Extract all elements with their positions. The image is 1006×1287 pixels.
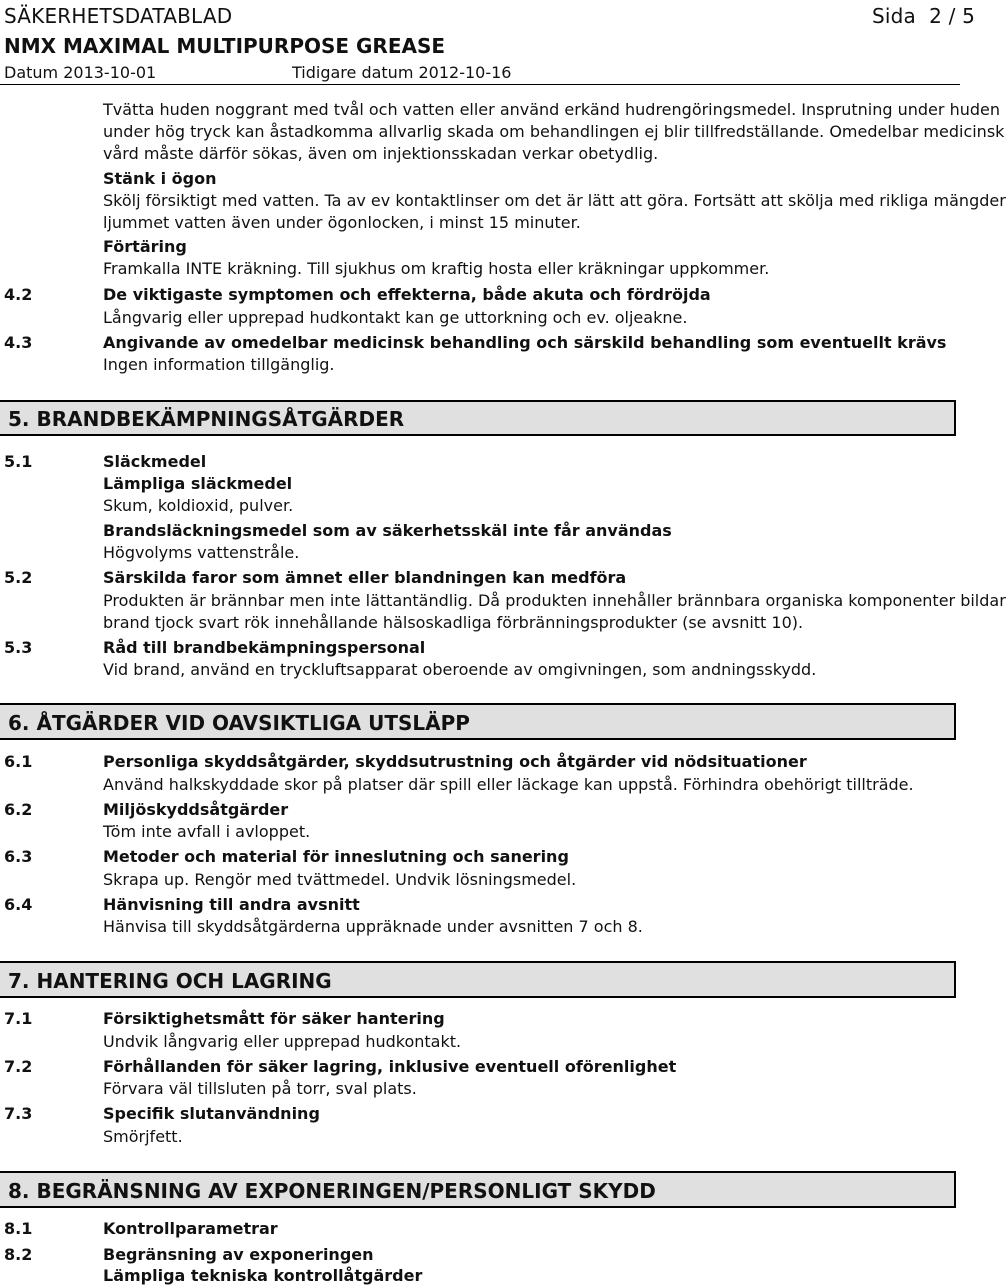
- section-5-header: [0, 400, 956, 436]
- section-6-1-text: Använd halkskyddade skor på platser där spill eller läckage kan uppstå. Förhindra obehörigt tillträde.: [103, 775, 914, 794]
- section-6-4-title: Hänvisning till andra avsnitt: [103, 895, 360, 914]
- section-5-3-number: 5.3: [4, 638, 33, 657]
- section-8-title: 8. BEGRÄNSNING AV EXPONERINGEN/PERSONLIGT SKYDD: [8, 1179, 656, 1203]
- section-6-header: [0, 703, 956, 740]
- page-value: 2 / 5: [929, 4, 976, 28]
- section-5-3-text: Vid brand, använd en tryckluftsapparat oberoende av omgivningen, som andningsskydd.: [103, 660, 817, 679]
- section-4-3-text: Ingen information tillgänglig.: [103, 355, 335, 374]
- unsuitable-extinguishing-text: Högvolyms vattenstråle.: [103, 543, 300, 562]
- section-4-3-number: 4.3: [4, 333, 33, 352]
- section-5-2-number: 5.2: [4, 568, 33, 587]
- skin-text-line-1: Tvätta huden noggrant med tvål och vatten eller använd erkänd hudrengöringsmedel. Insprutning under huden: [103, 100, 1000, 119]
- ingestion-heading: Förtäring: [103, 237, 187, 256]
- section-6-3-title: Metoder och material för inneslutning och sanering: [103, 847, 569, 866]
- section-6-3-text: Skrapa up. Rengör med tvättmedel. Undvik lösningsmedel.: [103, 870, 577, 889]
- section-7-2-number: 7.2: [4, 1057, 33, 1076]
- section-7-2-text: Förvara väl tillsluten på torr, sval plats.: [103, 1079, 417, 1098]
- section-7-title: 7. HANTERING OCH LAGRING: [8, 969, 332, 993]
- eye-text-line-1: Skölj försiktigt med vatten. Ta av ev kontaktlinser om det är lätt att göra. Fortsätt att skölja med rikliga mängder: [103, 191, 1006, 210]
- eye-heading: Stänk i ögon: [103, 169, 217, 188]
- section-8-2-number: 8.2: [4, 1245, 33, 1264]
- section-7-3-number: 7.3: [4, 1104, 33, 1123]
- skin-text-line-2: under hög tryck kan åstadkomma allvarlig skada om behandlingen ej blir tillfredställande. Omedelbar medicinsk: [103, 122, 1005, 141]
- suitable-extinguishing-heading: Lämpliga släckmedel: [103, 474, 293, 493]
- document-date: Datum 2013-10-01: [4, 63, 157, 82]
- page-number: [872, 4, 975, 28]
- section-6-1-number: 6.1: [4, 752, 33, 771]
- section-4-2-number: 4.2: [4, 285, 33, 304]
- section-5-title: 5. BRANDBEKÄMPNINGSÅTGÄRDER: [8, 407, 405, 431]
- skin-text-line-3: vård måste därför sökas, även om injektionsskadan verkar obetydlig.: [103, 144, 659, 163]
- section-5-1-title: Släckmedel: [103, 452, 207, 471]
- section-6-4-text: Hänvisa till skyddsåtgärderna uppräknade under avsnitten 7 och 8.: [103, 917, 643, 936]
- section-6-1-title: Personliga skyddsåtgärder, skyddsutrustning och åtgärder vid nödsituationer: [103, 752, 807, 771]
- section-7-2-title: Förhållanden för säker lagring, inklusive eventuell oförenlighet: [103, 1057, 677, 1076]
- section-7-1-title: Försiktighetsmått för säker hantering: [103, 1009, 445, 1028]
- section-6-2-number: 6.2: [4, 800, 33, 819]
- section-5-2-text-line-1: Produkten är brännbar men inte lättantändlig. Då produkten innehåller brännbara organiska komponenter bildar: [103, 591, 1006, 610]
- suitable-extinguishing-text: Skum, koldioxid, pulver.: [103, 496, 294, 515]
- section-7-3-text: Smörjfett.: [103, 1127, 183, 1146]
- section-8-1-number: 8.1: [4, 1219, 33, 1238]
- section-8-1-title: Kontrollparametrar: [103, 1219, 278, 1238]
- section-5-1-number: 5.1: [4, 452, 33, 471]
- eye-text-line-2: ljummet vatten även under ögonlocken, i minst 15 minuter.: [103, 213, 581, 232]
- section-7-1-number: 7.1: [4, 1009, 33, 1028]
- section-5-3-title: Råd till brandbekämpningspersonal: [103, 638, 426, 657]
- product-name: NMX MAXIMAL MULTIPURPOSE GREASE: [4, 34, 446, 58]
- section-7-3-title: Specifik slutanvändning: [103, 1104, 320, 1123]
- section-6-3-number: 6.3: [4, 847, 33, 866]
- section-4-3-title: Angivande av omedelbar medicinsk behandling och särskild behandling som eventuellt krävs: [103, 333, 947, 352]
- unsuitable-extinguishing-heading: Brandsläckningsmedel som av säkerhetsskäl inte får användas: [103, 521, 672, 540]
- section-8-2-title: Begränsning av exponeringen: [103, 1245, 374, 1264]
- section-4-2-text: Långvarig eller upprepad hudkontakt kan ge uttorkning och ev. oljeakne.: [103, 308, 688, 327]
- section-6-2-text: Töm inte avfall i avloppet.: [103, 822, 311, 841]
- section-5-2-title: Särskilda faror som ämnet eller blandningen kan medföra: [103, 568, 627, 587]
- section-5-2-text-line-2: brand tjock svart rök innehållande hälsoskadliga förbränningsprodukter (se avsnitt 10).: [103, 613, 804, 632]
- section-7-header: [0, 961, 956, 998]
- section-4-2-title: De viktigaste symptomen och effekterna, både akuta och fördröjda: [103, 285, 711, 304]
- document-title: SÄKERHETSDATABLAD: [4, 4, 233, 28]
- header-rule: [0, 84, 960, 85]
- section-8-2-subheading: Lämpliga tekniska kontrollåtgärder: [103, 1266, 423, 1285]
- section-7-1-text: Undvik långvarig eller upprepad hudkontakt.: [103, 1032, 462, 1051]
- section-6-title: 6. ÅTGÄRDER VID OAVSIKTLIGA UTSLÄPP: [8, 711, 470, 735]
- previous-date: Tidigare datum 2012-10-16: [292, 63, 512, 82]
- section-6-4-number: 6.4: [4, 895, 33, 914]
- ingestion-text: Framkalla INTE kräkning. Till sjukhus om kraftig hosta eller kräkningar uppkommer.: [103, 259, 770, 278]
- section-8-header: [0, 1171, 956, 1208]
- section-6-2-title: Miljöskyddsåtgärder: [103, 800, 289, 819]
- page-label: Sida: [872, 4, 917, 28]
